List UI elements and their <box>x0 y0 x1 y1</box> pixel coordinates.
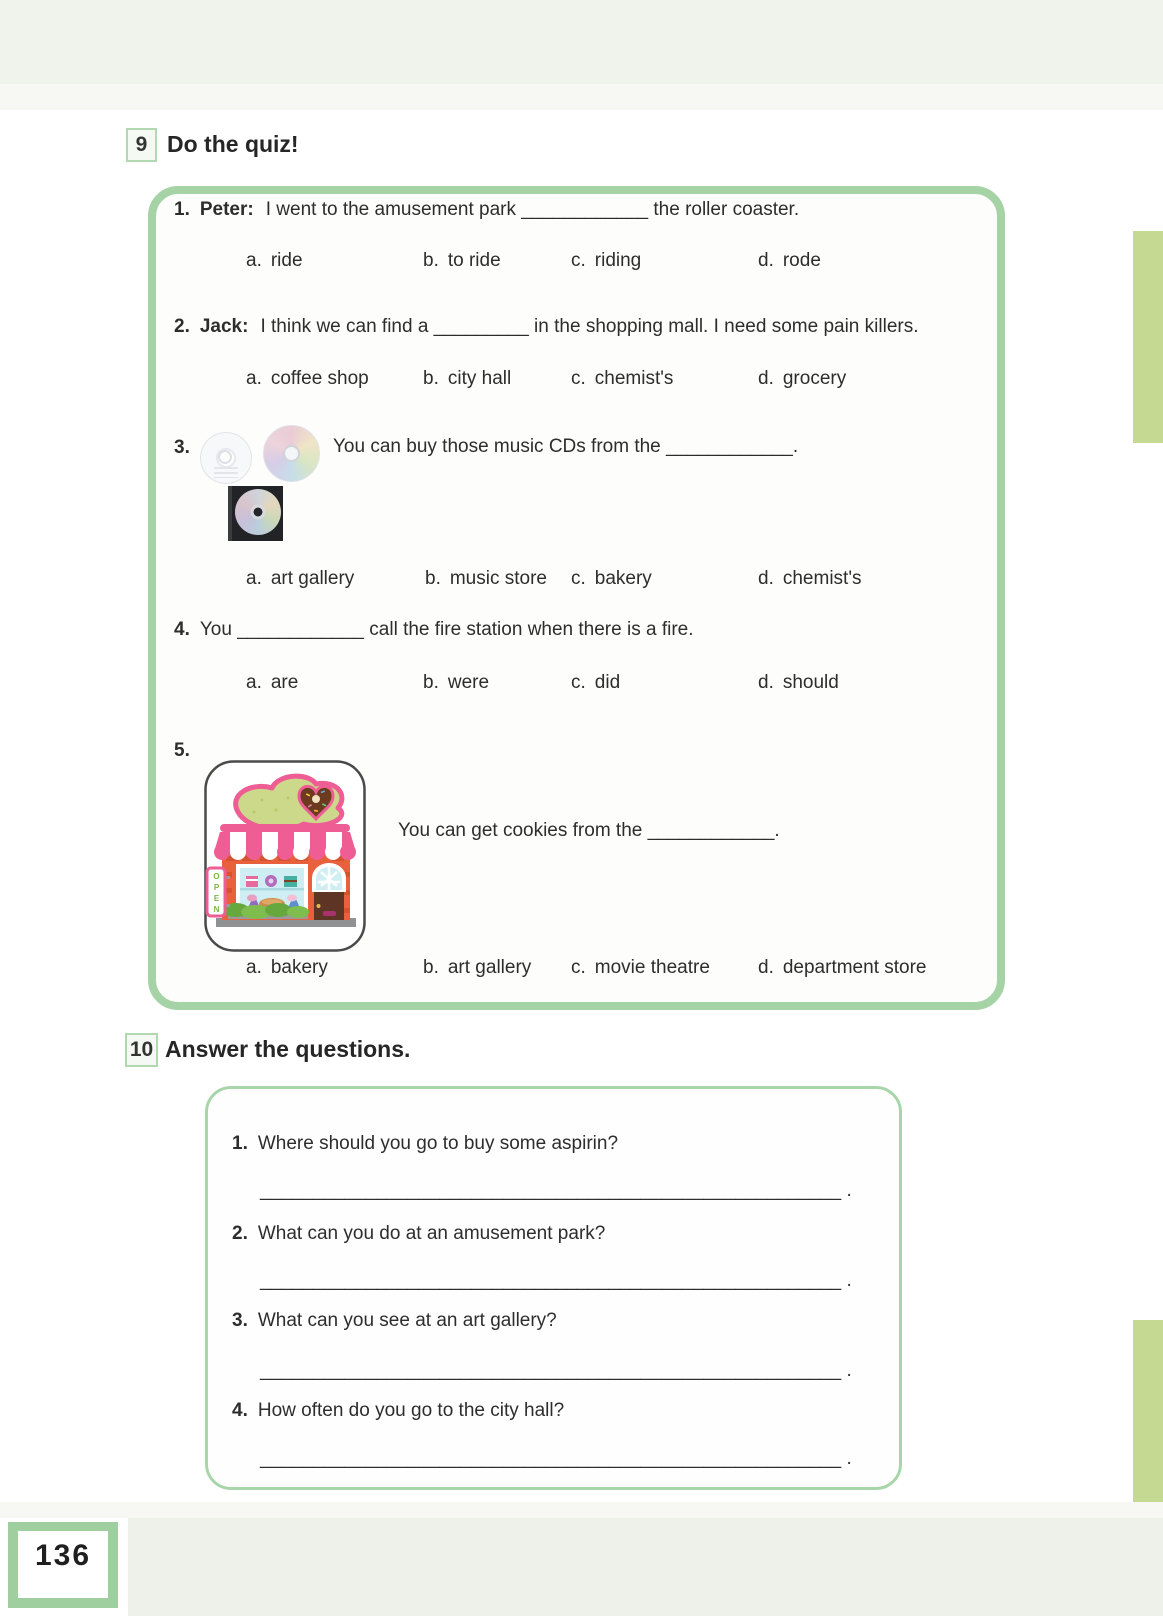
cd-front-icon <box>263 425 320 482</box>
quiz-options-5 <box>0 957 1163 983</box>
question-number: 5. <box>174 740 190 761</box>
quiz-options-4 <box>0 672 1163 698</box>
option-c: c. bakery <box>571 568 652 589</box>
question-text: What can you do at an amusement park? <box>257 1223 606 1244</box>
quiz-options-1 <box>0 250 1163 276</box>
page-number-box <box>8 1522 118 1608</box>
option-b: b. art gallery <box>423 957 532 978</box>
answer-blank-4: _______________________________________________________ . <box>260 1448 852 1469</box>
quiz-options-3 <box>0 568 1163 594</box>
question-text: What can you see at an art gallery? <box>257 1310 557 1331</box>
question-text: You can get cookies from the ____________. <box>398 820 780 841</box>
quiz-question-5 <box>398 820 780 842</box>
section-title: Answer the questions. <box>165 1036 411 1062</box>
option-d: d. department store <box>758 957 927 978</box>
shop-door <box>312 863 346 920</box>
option-c: c. chemist's <box>571 368 674 389</box>
section-number-badge: 10 <box>125 1033 158 1067</box>
option-b: b. were <box>423 672 490 693</box>
question-number: 2. <box>232 1223 248 1244</box>
cd-disc-icon <box>235 489 281 535</box>
page-number-inner <box>18 1531 108 1598</box>
question-text: I think we can find a _________ in the shopping mall. I need some pain killers. <box>260 316 919 337</box>
option-d: d. rode <box>758 250 821 271</box>
answer-question-2 <box>232 1223 605 1245</box>
option-c: c. movie theatre <box>571 957 710 978</box>
quiz-question-2 <box>174 316 919 338</box>
option-a: a. art gallery <box>246 568 355 589</box>
cd-case-icon <box>228 486 283 541</box>
option-c: c. did <box>571 672 621 693</box>
question-number: 1. <box>174 199 190 220</box>
question-number: 3. <box>232 1310 248 1331</box>
quiz-question-1 <box>174 199 799 221</box>
option-d: d. chemist's <box>758 568 862 589</box>
option-a: a. bakery <box>246 957 328 978</box>
option-a: a. coffee shop <box>246 368 369 389</box>
awning <box>214 824 358 860</box>
awning-scallops <box>214 844 356 860</box>
page-number: 136 <box>34 1539 92 1572</box>
answer-question-3 <box>232 1310 557 1332</box>
option-a: a. ride <box>246 250 303 271</box>
answer-blank-3: _______________________________________________________ . <box>260 1360 852 1381</box>
option-c: c. riding <box>571 250 642 271</box>
quiz-question-4 <box>174 619 694 641</box>
answer-blank-1: _______________________________________________________ . <box>260 1180 852 1201</box>
option-a: a. are <box>246 672 299 693</box>
section-title: Do the quiz! <box>167 131 299 157</box>
question-text: Where should you go to buy some aspirin? <box>257 1133 619 1154</box>
option-b: b. to ride <box>423 250 501 271</box>
quiz-options-2 <box>0 368 1163 394</box>
option-d: d. grocery <box>758 368 847 389</box>
question-number: 3. <box>174 437 190 458</box>
top-strip <box>0 84 1163 110</box>
section-number-badge: 9 <box>126 128 157 162</box>
bakery-storefront-icon <box>204 760 366 952</box>
quiz-question-5-number <box>174 740 200 762</box>
question-text: I went to the amusement park ____________ the roller coaster. <box>265 199 800 220</box>
question-number: 2. <box>174 316 190 337</box>
option-b: b. music store <box>425 568 547 589</box>
answer-question-1 <box>232 1133 618 1155</box>
option-d: d. should <box>758 672 839 693</box>
speaker-name: Jack: <box>199 316 249 337</box>
quiz-question-3 <box>333 436 798 458</box>
question-number: 4. <box>232 1400 248 1421</box>
question-text: How often do you go to the city hall? <box>257 1400 565 1421</box>
cd-back-icon <box>200 432 252 484</box>
question-number: 4. <box>174 619 190 640</box>
speaker-name: Peter: <box>199 199 254 220</box>
open-sign-text: OPEN <box>212 872 221 916</box>
bottom-strip <box>0 1502 1163 1518</box>
top-band <box>0 0 1163 84</box>
option-b: b. city hall <box>423 368 512 389</box>
question-number: 1. <box>232 1133 248 1154</box>
question-text: You can buy those music CDs from the ____________. <box>333 436 799 457</box>
quiz-question-3-number <box>174 437 200 459</box>
question-text: You ____________ call the fire station when there is a fire. <box>199 619 694 640</box>
bottom-band <box>128 1518 1163 1616</box>
answer-question-4 <box>232 1400 564 1422</box>
answer-blank-2: _______________________________________________________ . <box>260 1270 852 1291</box>
